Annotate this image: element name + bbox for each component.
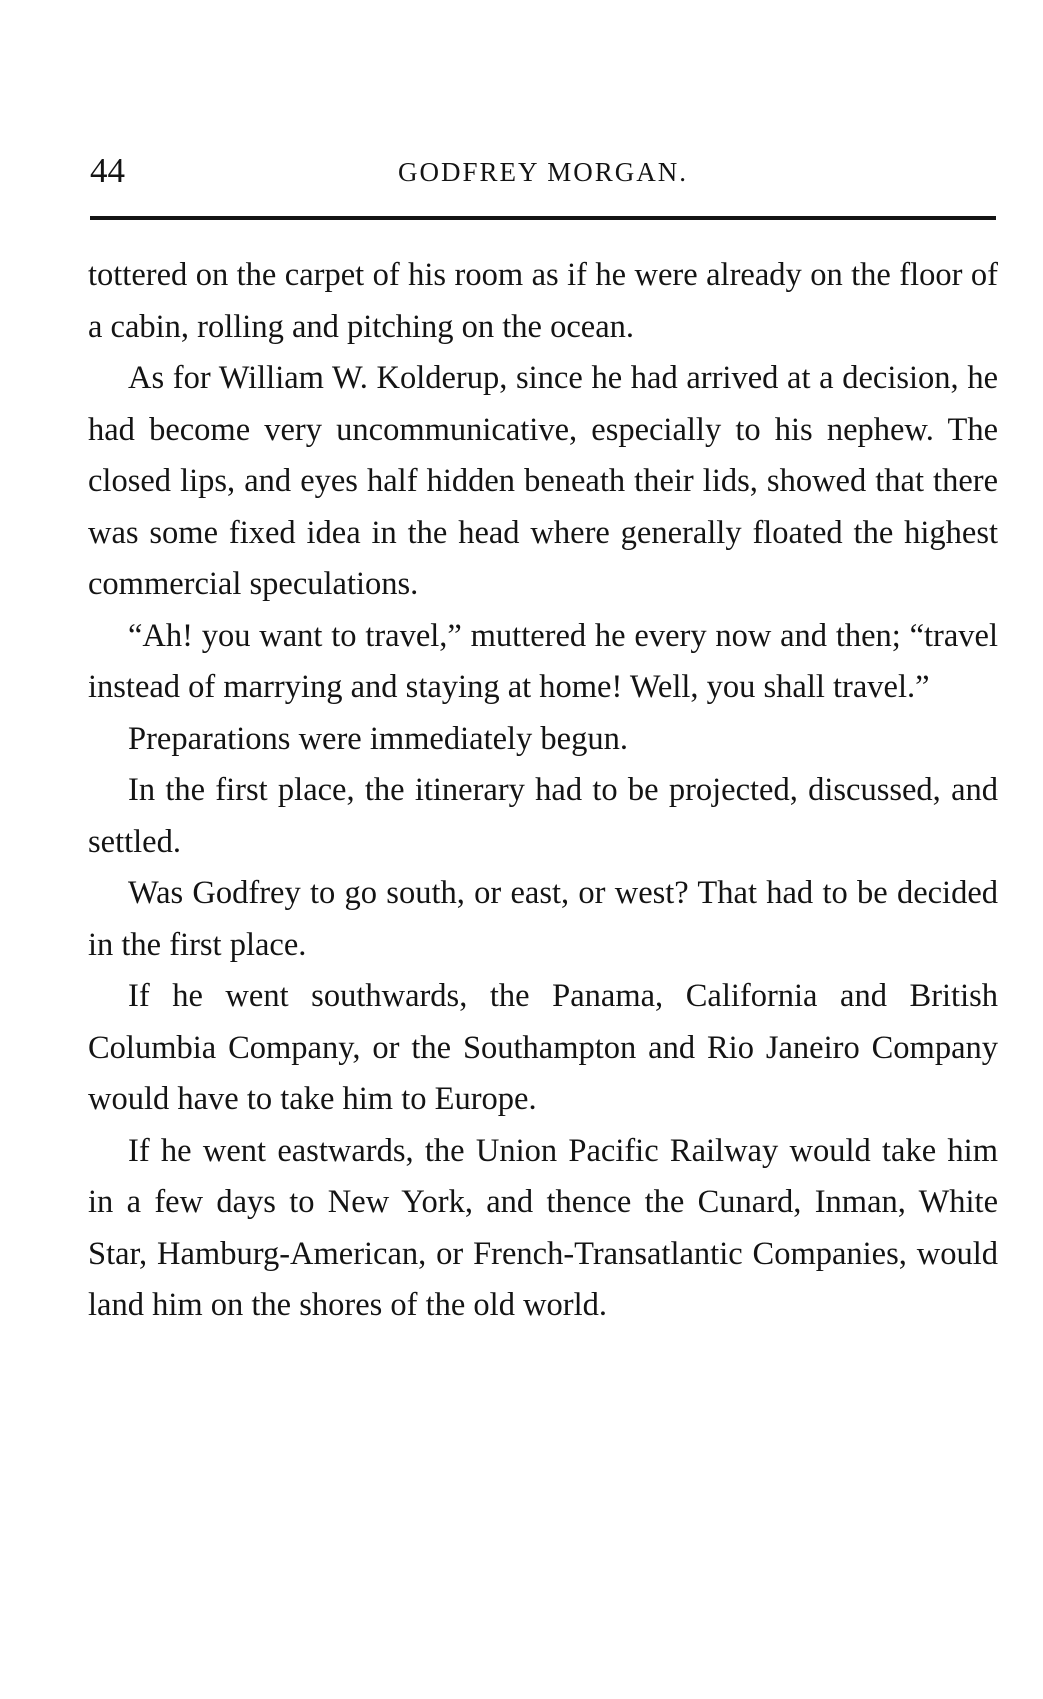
paragraph: If he went southwards, the Panama, California and British Columbia Company, or the Southampton and Rio Janeiro Company would have to take him to Europe. <box>88 978 998 1117</box>
paragraph: “Ah! you want to travel,” muttered he every now and then; “travel instead of marrying and staying at home! Well, you shall travel.” <box>88 617 998 705</box>
page-number: 44 <box>90 151 125 190</box>
paragraph: As for William W. Kolderup, since he had arrived at a decision, he had become very uncommunicative, especially to his nephew. The closed lips, and eyes half hidden beneath their lids, showed that there was some fixed idea in the head where generally floated the highest commercial speculations. <box>88 360 998 602</box>
header-rule <box>90 216 996 220</box>
running-title: GODFREY MORGAN. <box>397 157 689 187</box>
paragraph: If he went eastwards, the Union Pacific Railway would take him in a few days to New York, and thence the Cunard, Inman, White Star, Hamburg-American, or French-Transatlantic Companies, would land him on the shores of the old world. <box>88 1132 998 1323</box>
body-text <box>88 250 998 1332</box>
paragraph: tottered on the carpet of his room as if he were already on the floor of a cabin, rolling and pitching on the ocean. <box>88 257 998 345</box>
paragraph: In the first place, the itinerary had to be projected, discussed, and settled. <box>88 772 998 860</box>
paragraph: Was Godfrey to go south, or east, or west? That had to be decided in the first place. <box>88 875 998 963</box>
running-head <box>90 148 996 194</box>
paragraph: Preparations were immediately begun. <box>128 720 628 757</box>
